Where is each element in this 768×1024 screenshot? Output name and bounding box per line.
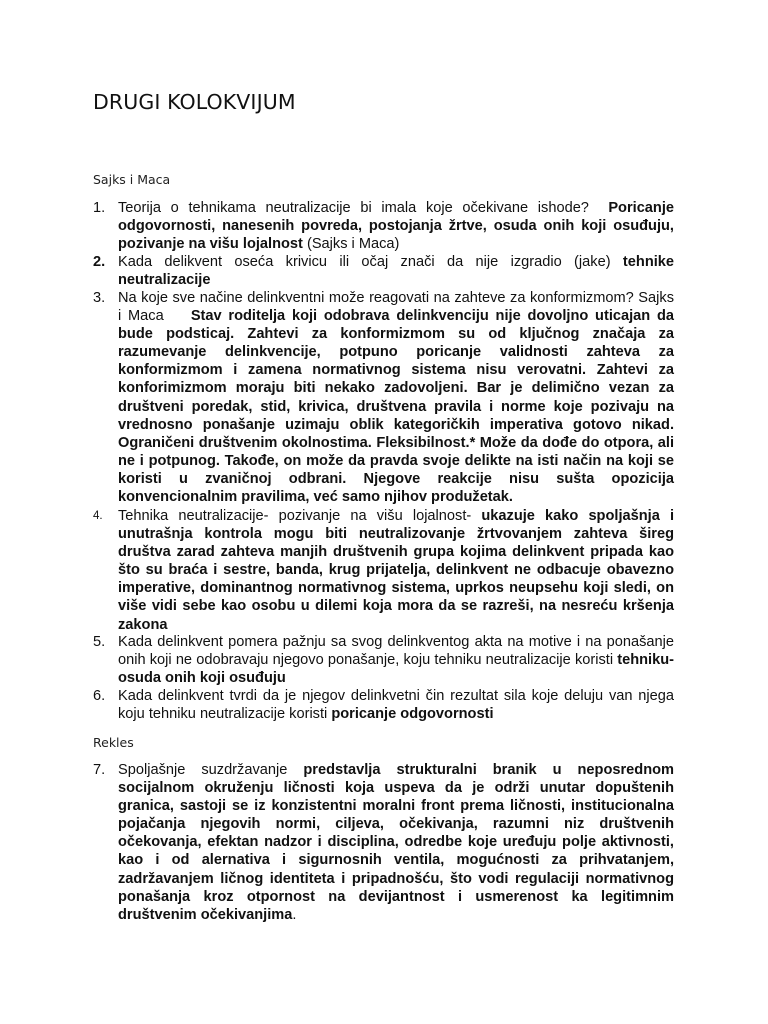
question-text: Kada delinkvent tvrdi da je njegov delinkvetni čin rezultat sila koje deluju van njega koju tehniku neutralizacije koristi — [118, 688, 674, 723]
item-number: 6. — [93, 688, 106, 704]
list-item — [0, 507, 674, 633]
answer-text: predstavlja strukturalni branik u neposrednom socijalnom okruženju ličnosti koja uspeva da je održi unutar dopuštenih granica, sastoji se iz konzistentni moralni front prema ličnosti, institucionalna pojačanja njegovih normi, ciljeva, očekivanja, razumni niz društvenih očekovanja, efektan nadzor i disciplina, odredbe koje uređuju polje aktivnosti, kao i od alernativa i sigurnosnih ventila, mogućnosti za prihvatanjem, zadržavanjem ličnog identiteta i pripadnošću, što vodi regulaciji normativnog ponašanja kroz otpornost na devijantnost i usmerenost ka legitimnim društvenim očekivanjima — [118, 762, 675, 923]
answer-source: (Sajks i Maca) — [302, 236, 400, 253]
list-item — [0, 199, 674, 253]
list-item — [0, 289, 674, 507]
section-label-rekles: Rekles — [93, 735, 134, 750]
list-item — [0, 761, 674, 924]
question-text: Spoljašnje suzdržavanje — [118, 762, 288, 778]
question-text: Kada delikvent oseća krivicu ili očaj znači da nije izgradio (jake) — [118, 254, 611, 270]
answer-end: . — [292, 906, 297, 923]
question-list-2 — [0, 761, 768, 924]
answer-text: tehniku- osuda onih koji osuđuju — [118, 652, 674, 687]
list-item — [0, 253, 674, 289]
item-number: 5. — [93, 634, 106, 650]
item-number: 3. — [93, 290, 106, 306]
question-text: Tehnika neutralizacije- pozivanje na višu lojalnost- — [118, 508, 472, 524]
question-text: Kada delinkvent pomera pažnju sa svog delinkventog akta na motive i na ponašanje onih koji ne odobravaju njegovo ponašanje, koju tehniku neutralizacije koristi — [118, 634, 674, 669]
list-item — [0, 687, 674, 723]
document-title: DRUGI KOLOKVIJUM — [93, 90, 296, 114]
answer-text: ukazuje kako spoljašnja i unutrašnja kontrola mogu biti neutralizovanje žrtvovanjem zahteva šireg društva zarad zahteva manjih društvenih grupa kojima delinkvent pripada kao što su braća i sestre, banda, krug prijatelja, delinkvent ne odbacuje obavezno imperative, dominantnog normativnog sistema, uprkos neupsehu koji sledi, on više vidi sebe kao osobu u dilemi koja mora da se razreši, na nesreću kršenja zakona — [118, 508, 675, 633]
answer-text: Stav roditelja koji odobrava delinkvenciju nije dovoljno uticajan da bude podsticaj. Zahtevi za konformizmom su od ključnog značaja za razumevanje delinkvencije, potpuno poricanje validnosti zahteva za konformizmom i zamena normativnog sistema nisu verovatni. Zahtevi za konforimizmom moraju biti nekako zadovoljeni. Bar je delimično vezan za društveni poredak, stid, krivica, društvena pravila i norme koje pozivaju na vrednosno ponašanje uzimaju oblik kategoričkih imperativa gotovo nikad. Ograničeni društvenim okolnostima. Fleksibilnost.* Može da dođe do otpora, ali ne i potpunog. Takođe, on može da pravda svoje delikte na isti način na koji se koristi u zvaničnoj odbrani. Njegove reakcije nisu sušta opozicija konvencionalnim pravilima, već samo njihov produžetak. — [118, 308, 674, 506]
question-text: Na koje sve načine delinkventni može reagovati na zahteve za konformizmom? Sajks i Maca — [118, 290, 674, 325]
item-number: 1. — [93, 200, 106, 216]
section-label-sajks-maca: Sajks i Maca — [93, 172, 171, 187]
item-number: 7. — [93, 762, 106, 778]
list-item — [0, 633, 674, 687]
answer-text: Poricanje odgovornosti, nanesenih povreda, postojanja žrtve, osuda onih koji osuđuju, pozivanje na višu lojalnost — [118, 200, 675, 253]
question-text: Teorija o tehnikama neutralizacije bi imala koje očekivane ishode? — [118, 200, 589, 216]
answer-text: poricanje odgovornosti — [331, 706, 494, 723]
item-number: 4. — [93, 510, 103, 522]
answer-text: tehnike neutralizacije — [118, 254, 675, 289]
question-list-1 — [0, 199, 768, 723]
item-number: 2. — [93, 254, 106, 270]
